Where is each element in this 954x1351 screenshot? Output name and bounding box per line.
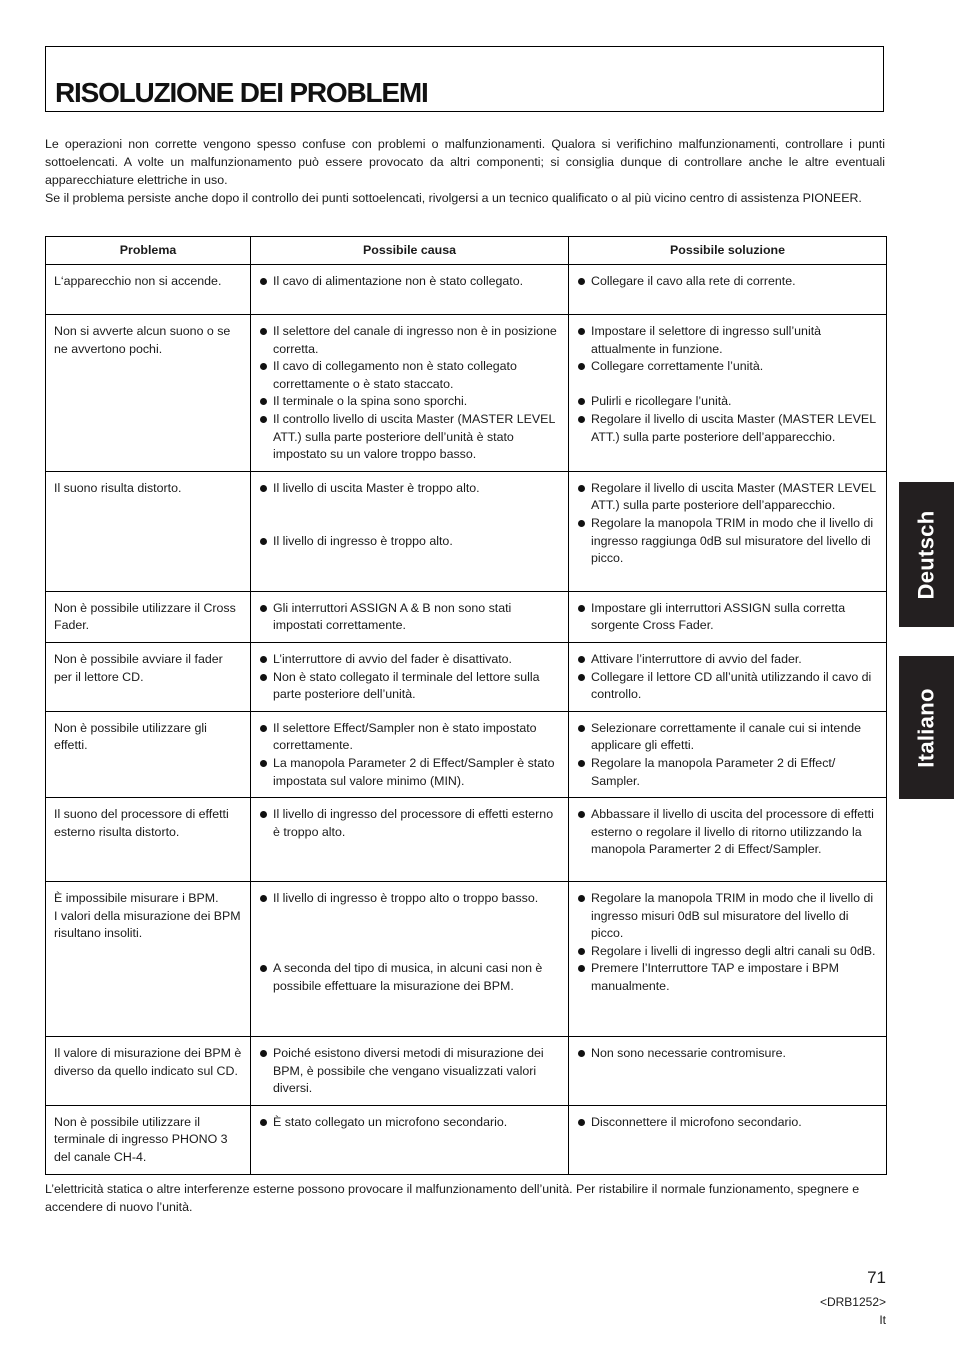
cause-item: Il controllo livello di uscita Master (MASTER LEVEL ATT.) sulla parte posteriore dell’unità è stato impostato su un valore troppo basso. <box>259 411 560 464</box>
problem-cell: Non si avverte alcun suono o se ne avvertono pochi. <box>46 315 251 472</box>
problem-cell: Non è possibile avviare il fader per il lettore CD. <box>46 642 251 711</box>
solution-cell <box>569 265 887 315</box>
solution-item: Collegare il cavo alla rete di corrente. <box>577 273 878 291</box>
cause-item: Il livello di uscita Master è troppo alto. <box>259 480 560 498</box>
cause-item: Poiché esistono diversi metodi di misurazione dei BPM, è possibile che vengano visualizzati valori diversi. <box>259 1045 560 1098</box>
problem-line: È impossibile misurare i BPM. <box>54 891 219 906</box>
document-code <box>820 1293 886 1329</box>
solution-cell <box>569 1105 887 1174</box>
solution-item: Collegare correttamente l’unità. <box>577 358 878 376</box>
solution-item: Impostare gli interruttori ASSIGN sulla corretta sorgente Cross Fader. <box>577 600 878 635</box>
intro-text <box>45 135 885 207</box>
cause-cell <box>251 642 569 711</box>
cause-item: Gli interruttori ASSIGN A & B non sono stati impostati correttamente. <box>259 600 560 635</box>
solution-cell <box>569 882 887 1037</box>
intro-paragraph: Se il problema persiste anche dopo il controllo dei punti sottoelencati, rivolgersi a un tecnico qualificato o al più vicino centro di assistenza PIONEER. <box>45 191 862 205</box>
solution-item: Attivare l’interruttore di avvio del fader. <box>577 651 878 669</box>
solution-item: Disconnettere il microfono secondario. <box>577 1114 878 1132</box>
table-row <box>46 798 887 882</box>
table-row <box>46 1105 887 1174</box>
cause-cell <box>251 1037 569 1106</box>
intro-paragraph: Le operazioni non corrette vengono spesso confuse con problemi o malfunzionamenti. Qualora si verifichino malfunzionamenti, controllare i punti sottoelencati. A volte un malfunzionamento può essere provocato da altri componenti; si consiglia dunque di controllare anche le altre eventuali apparecchiature elettriche in uso. <box>45 137 885 187</box>
problem-cell: Il suono del processore di effetti esterno risulta distorto. <box>46 798 251 882</box>
solution-item: Regolare la manopola TRIM in modo che il livello di ingresso misuri 0dB sul misuratore del livello di picco. <box>577 890 878 943</box>
cause-cell <box>251 591 569 642</box>
table-row <box>46 265 887 315</box>
language-tab-deutsch[interactable] <box>899 482 954 627</box>
problem-cell: Non è possibile utilizzare gli effetti. <box>46 711 251 797</box>
solution-cell <box>569 1037 887 1106</box>
cause-item: Il livello di ingresso è troppo alto. <box>259 533 560 551</box>
table-row <box>46 471 887 591</box>
page-number: 71 <box>867 1268 886 1287</box>
cause-item: La manopola Parameter 2 di Effect/Sampler è stato impostata sul valore minimo (MIN). <box>259 755 560 790</box>
cause-cell <box>251 711 569 797</box>
solution-cell <box>569 642 887 711</box>
cause-item: Il selettore del canale di ingresso non è in posizione corretta. <box>259 323 560 358</box>
column-header-problem: Problema <box>46 237 251 265</box>
solution-item: Regolare la manopola Parameter 2 di Effect/ Sampler. <box>577 755 878 790</box>
language-tab-label: Italiano <box>913 687 939 768</box>
table-row <box>46 591 887 642</box>
cause-cell <box>251 315 569 472</box>
solution-cell <box>569 591 887 642</box>
solution-item: Non sono necessarie contromisure. <box>577 1045 878 1063</box>
table-row <box>46 882 887 1037</box>
cause-cell <box>251 1105 569 1174</box>
solution-item: Regolare il livello di uscita Master (MASTER LEVEL ATT.) sulla parte posteriore dell’apparecchio. <box>577 480 878 515</box>
cause-item: L’interruttore di avvio del fader è disattivato. <box>259 651 560 669</box>
cause-item: Il cavo di alimentazione non è stato collegato. <box>259 273 560 291</box>
problem-line: I valori della misurazione dei BPM risultano insoliti. <box>54 908 241 941</box>
solution-item: Regolare il livello di uscita Master (MASTER LEVEL ATT.) sulla parte posteriore dell’apparecchio. <box>577 411 878 446</box>
page-title: RISOLUZIONE DEI PROBLEMI <box>55 77 428 108</box>
problem-cell: Il suono risulta distorto. <box>46 471 251 591</box>
cause-item: Il livello di ingresso del processore di effetti esterno è troppo alto. <box>259 806 560 841</box>
cause-cell <box>251 798 569 882</box>
table-row <box>46 642 887 711</box>
problem-cell: Non è possibile utilizzare il Cross Fader. <box>46 591 251 642</box>
problem-cell <box>46 882 251 1037</box>
cause-item: È stato collegato un microfono secondario. <box>259 1114 560 1132</box>
cause-cell <box>251 471 569 591</box>
solution-cell <box>569 711 887 797</box>
language-code: It <box>879 1313 886 1327</box>
column-header-solution: Possibile soluzione <box>569 237 887 265</box>
cause-item: A seconda del tipo di musica, in alcuni casi non è possibile effettuare la misurazione dei BPM. <box>259 960 560 995</box>
title-box <box>45 46 884 112</box>
problem-cell: L‘apparecchio non si accende. <box>46 265 251 315</box>
language-tab-italiano[interactable] <box>899 656 954 799</box>
table-row <box>46 711 887 797</box>
solution-cell <box>569 315 887 472</box>
table-row <box>46 1037 887 1106</box>
solution-item: Collegare il lettore CD all’unità utilizzando il cavo di controllo. <box>577 669 878 704</box>
table-header-row <box>46 237 887 265</box>
cause-item: Non è stato collegato il terminale del lettore sulla parte posteriore dell’unità. <box>259 669 560 704</box>
cause-item: Il selettore Effect/Sampler non è stato impostato correttamente. <box>259 720 560 755</box>
footer-note: L’elettricità statica o altre interferenze esterne possono provocare il malfunzionamento dell’unità. Per ristabilire il normale funzionamento, spegnere e accendere di nuovo l’unità. <box>45 1182 860 1214</box>
solution-item: Regolare i livelli di ingresso degli altri canali su 0dB. <box>577 943 878 961</box>
document-id: <DRB1252> <box>819 1295 886 1309</box>
language-tab-label: Deutsch <box>913 510 939 599</box>
cause-item: Il livello di ingresso è troppo alto o troppo basso. <box>259 890 560 908</box>
solution-cell <box>569 798 887 882</box>
table-row <box>46 315 887 472</box>
solution-item: Premere l’Interruttore TAP e impostare i BPM manualmente. <box>577 960 878 995</box>
solution-item: Abbassare il livello di uscita del processore di effetti esterno o regolare il livello di ritorno utilizzando la manopola Paramerter 2 di Effect/Sampler. <box>577 806 878 859</box>
solution-item: Selezionare correttamente il canale cui si intende applicare gli effetti. <box>577 720 878 755</box>
cause-item: Il cavo di collegamento non è stato collegato correttamente o è stato staccato. <box>259 358 560 393</box>
solution-item: Pulirli e ricollegare l’unità. <box>577 393 878 411</box>
column-header-cause: Possibile causa <box>251 237 569 265</box>
problem-cell: Non è possibile utilizzare il terminale di ingresso PHONO 3 del canale CH-4. <box>46 1105 251 1174</box>
solution-item: Regolare la manopola TRIM in modo che il livello di ingresso raggiunga 0dB sul misuratore del livello di picco. <box>577 515 878 568</box>
troubleshooting-table <box>45 236 887 1175</box>
solution-cell <box>569 471 887 591</box>
problem-cell: Il valore di misurazione dei BPM è diverso da quello indicato sul CD. <box>46 1037 251 1106</box>
cause-cell <box>251 265 569 315</box>
cause-cell <box>251 882 569 1037</box>
cause-item: Il terminale o la spina sono sporchi. <box>259 393 560 411</box>
solution-item: Impostare il selettore di ingresso sull’unità attualmente in funzione. <box>577 323 878 358</box>
